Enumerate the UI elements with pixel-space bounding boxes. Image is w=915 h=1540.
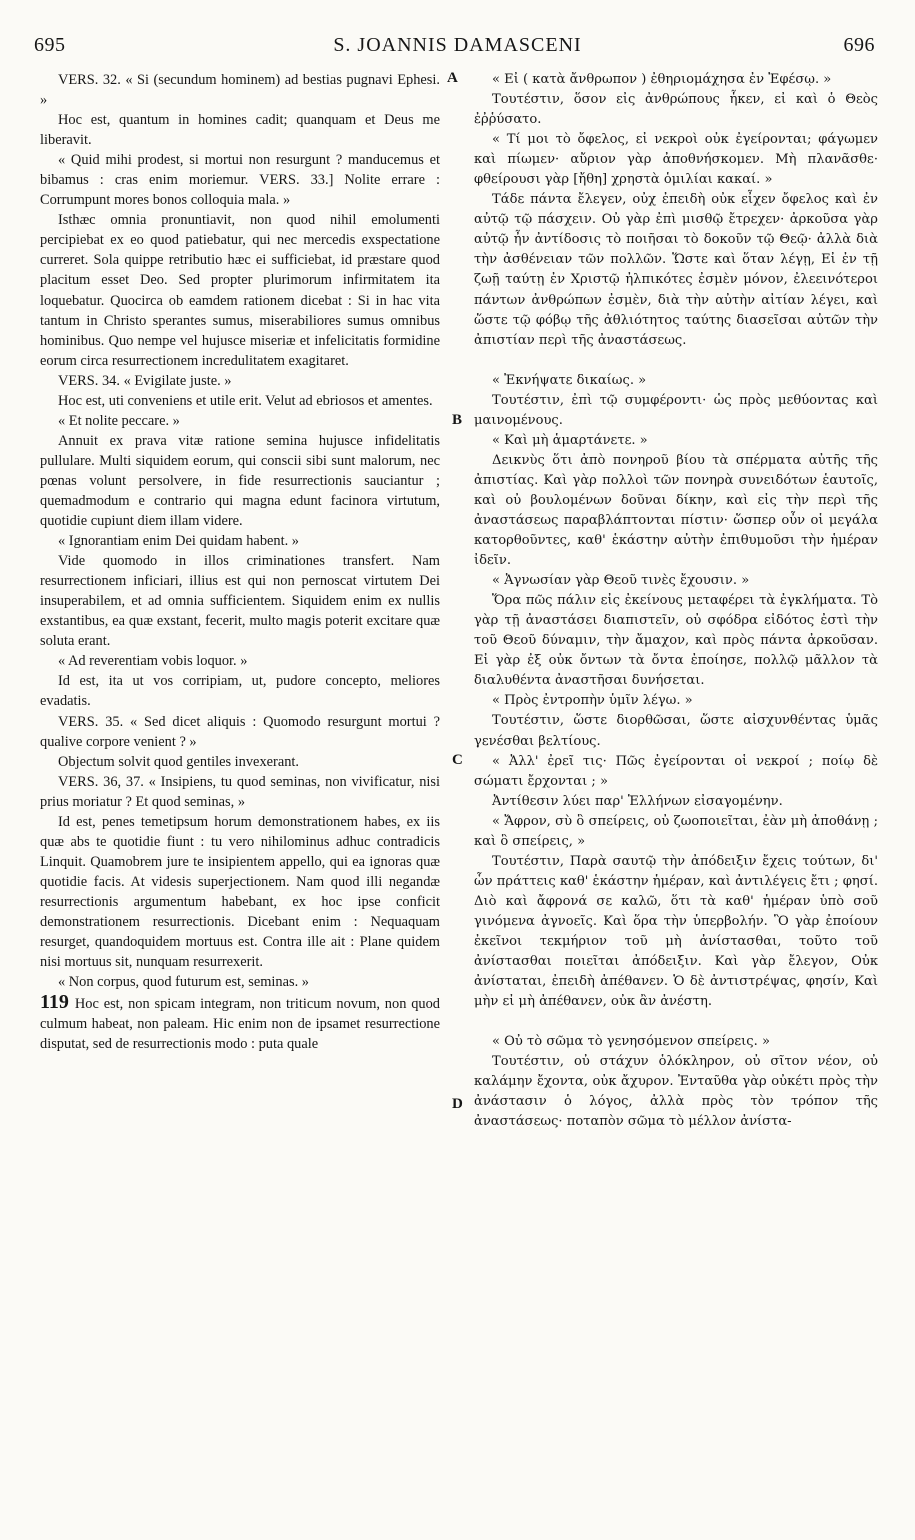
- latin-paragraph-with-marker: [40, 992, 440, 1054]
- greek-paragraph: « Εἰ ( κατὰ ἄνθρωπον ) ἐθηριομάχησα ἐν Ἐφέσῳ. »: [492, 72, 832, 87]
- margin-letter-d: D: [452, 1096, 463, 1112]
- latin-paragraph: Hoc est, non spicam integram, non triticum novum, non quod culmum habeat, non paleam. Hic enim non de ipsamet resurrectione disputat, sed de resurrectionis modo : puta quale: [40, 996, 440, 1053]
- greek-paragraph: Τάδε πάντα ἔλεγεν, οὐχ ἐπειδὴ οὐκ εἶχεν ὄφελος καὶ ἐν αὐτῷ τῷ πάσχειν. Οὐ γὰρ ἐπὶ μισθῷ ἔτρεχεν· ἀρκοῦσα γὰρ αὐτῷ ἦν ἀντίδοσις τὸ ποιῆσαι τὸ δοκοῦν τῷ Θεῷ· ἀλλὰ διὰ τὴν ἀσθένειαν τῶν πολλῶν. Ὥστε καὶ ὅταν λέγῃ, Εἰ ἐν τῇ ζωῇ ταύτῃ ἐν Χριστῷ ἠλπικότες ἐσμὲν μόνον, ἐλεεινότεροι πάντων ἀνθρώπων ἐσμὲν, διὰ τὴν αὐτὴν αἰτίαν λέγει, καὶ ὥστε τῷ φόβῳ τῆς ἀθλιότητος ταύτης διασεῖσαι αὐτῶν τὴν ἀπιστίαν περὶ τῆς ἀναστάσεως.: [474, 192, 878, 348]
- greek-paragraph: Τουτέστιν, ὥστε διορθῶσαι, ὥστε αἰσχυνθέντας ὑμᾶς γενέσθαι βελτίους.: [474, 713, 878, 749]
- latin-paragraph: VERS. 36, 37. « Insipiens, tu quod seminas, non vivificatur, nisi prius moriatur ? Et quod seminas, »: [40, 773, 440, 810]
- greek-paragraph: « Πρὸς ἐντροπὴν ὑμῖν λέγω. »: [492, 693, 693, 709]
- latin-paragraph: « Quid mihi prodest, si mortui non resurgunt ? manducemus et bibamus : cras enim moriemur. VERS. 33.] Nolite errare : Corrumpunt mores bonos colloquia mala. »: [40, 152, 440, 209]
- latin-paragraph: Hoc est, uti conveniens et utile erit. Velut ad ebriosos et amentes.: [58, 392, 433, 409]
- greek-paragraph: Ἀντίθεσιν λύει παρ' Ἑλλήνων εἰσαγομένην.: [492, 793, 783, 809]
- margin-letter-c: C: [452, 752, 463, 768]
- greek-paragraph: « Ἐκνήψατε δικαίως. »: [492, 372, 647, 388]
- greek-paragraph: Δεικνὺς ὅτι ἀπὸ πονηροῦ βίου τὰ σπέρματα αὐτῆς τῆς ἀπιστίας. Καὶ γὰρ πολλοὶ τῶν πονηρὰ συνειδότων ἑαυτοῖς, καὶ οὐ βουλομένων δοῦναι δίκην, καὶ εἰς τὴν περὶ τῆς ἀναστάσεως παραβλάπτονται πίστιν· ὥσπερ οὖν οἱ μεγάλα κατορθοῦντες, καθ' ἑκάστην αὐτὴν ἐπιθυμοῦσι τὴν ἡμέραν ἰδεῖν.: [474, 452, 878, 569]
- page-marker: 119: [40, 991, 69, 1014]
- page-number-left: 695: [34, 34, 66, 56]
- margin-letter-a: A: [447, 70, 458, 86]
- greek-paragraph: « Ἄφρον, σὺ ὃ σπείρεις, οὐ ζωοποιεῖται, ἐὰν μὴ ἀποθάνῃ ; καὶ ὃ σπείρεις, »: [474, 813, 878, 849]
- latin-paragraph: Isthæc omnia pronuntiavit, non quod nihil emolumenti percipiebat ex eo quod patiebatur, qui nec mercedis exspectatione curreret. Sola quippe retributio hæc ei sufficiebat, id præstare quod placitum esset Deo. Sed propter plurimorum infirmitatem ita loquebatur. Quocirca ob eamdem rationem dicebat : Si in hac vita tantum in Christo sperantes sumus, miserabiliores sumus omnibus hominibus. Quo nempe vel hujusce miseriæ et infelicitatis formidine eorum circa resurrectionem incredulitatem exagitaret.: [40, 212, 440, 369]
- greek-paragraph: « Οὐ τὸ σῶμα τὸ γενησόμενον σπείρεις. »: [492, 1034, 770, 1050]
- latin-paragraph: « Ad reverentiam vobis loquor. »: [58, 653, 248, 670]
- greek-paragraph: « Ἀλλ' ἐρεῖ τις· Πῶς ἐγείρονται οἱ νεκροί ; ποίῳ δὲ σώματι ἔρχονται ; »: [474, 753, 878, 789]
- latin-paragraph: Id est, penes temetipsum horum demonstrationem habes, ex iis quæ abs te quotidie fiunt : tu vero nihilominus adhuc contradicis Linquit. Quamobrem jure te insipientem appello, qui ea ignoras quæ quotidie facis. At videsis superjectionem. Nam quod illi negandæ resurrectionis argumentum habebant, ex hoc ipse conficit demonstrationem resurrectionis. Dicebant enim : Nequaquam resurget, quandoquidem mortuus est. Contra ille ait : Plane quidem nisi mortuus sit, nunquam resurrexerit.: [40, 813, 440, 971]
- greek-paragraph: « Τί μοι τὸ ὄφελος, εἰ νεκροὶ οὐκ ἐγείρονται; φάγωμεν καὶ πίωμεν· αὔριον γὰρ ἀποθνήσκομεν. Μὴ πλανᾶσθε· φθείρουσι γὰρ [ἤθη] χρηστὰ ὁμιλίαι κακαί. »: [474, 132, 878, 188]
- margin-letter-b: B: [452, 412, 463, 428]
- latin-column: [40, 70, 440, 1054]
- latin-paragraph: VERS. 34. « Evigilate juste. »: [58, 372, 232, 389]
- latin-paragraph: « Ignorantiam enim Dei quidam habent. »: [58, 533, 299, 550]
- latin-paragraph: Hoc est, quantum in homines cadit; quanquam et Deus me liberavit.: [40, 112, 440, 149]
- greek-paragraph: Ὅρα πῶς πάλιν εἰς ἐκείνους μεταφέρει τὰ ἐγκλήματα. Τὸ γὰρ τῇ ἀναστάσει διαπιστεῖν, οὐ σφόδρα εἰδότος ἐστὶ τὴν τοῦ Θεοῦ δύναμιν, τὴν ἄμαχον, καὶ πρὸς πάντα ἀρκοῦσαν. Εἰ γὰρ ἐξ οὐκ ὄντων τὰ ὄντα ἐποίησε, πολλῷ μᾶλλον τὰ διαλυθέντα ἀναστῆσαι δυνήσεται.: [474, 593, 878, 689]
- running-title: S. JOANNIS DAMASCENI: [333, 34, 582, 56]
- latin-paragraph: VERS. 35. « Sed dicet aliquis : Quomodo resurgunt mortui ? qualive corpore venient ? »: [40, 713, 440, 750]
- latin-paragraph: VERS. 32. « Si (secundum hominem) ad bestias pugnavi Ephesi. »: [40, 72, 440, 109]
- latin-paragraph: « Non corpus, quod futurum est, seminas. »: [58, 974, 310, 991]
- spacer: [474, 1012, 878, 1032]
- latin-paragraph: Vide quomodo in illos criminationes transfert. Nam resurrectionem inficiari, illius est qui non pernoscat virtutem Dei insuperabilem, et ad omnia sufficientem. Siquidem enim ex nullis exstantibus, ea quæ exstant, fecerit, multo magis poterit excitare quæ soluta erant.: [40, 553, 440, 650]
- running-header: [0, 32, 915, 62]
- latin-paragraph: « Et nolite peccare. »: [58, 412, 180, 429]
- greek-paragraph: Τουτέστιν, ἐπὶ τῷ συμφέροντι· ὡς πρὸς μεθύοντας καὶ μαινομένους.: [474, 392, 878, 428]
- latin-paragraph: Objectum solvit quod gentiles invexerant.: [58, 753, 299, 770]
- greek-paragraph: « Καὶ μὴ ἁμαρτάνετε. »: [492, 432, 648, 448]
- greek-column: [474, 70, 878, 1132]
- greek-paragraph: Τουτέστιν, οὐ στάχυν ὁλόκληρον, οὐ σῖτον νέον, οὐ καλάμην ἔχοντα, οὐκ ἄχυρον. Ἐνταῦθα γὰρ οὐκέτι πρὸς τὴν ἀνάστασιν ὁ λόγος, ἀλλὰ πρὸς τὸν τρόπον τῆς ἀναστάσεως· ποταπὸν σῶμα τὸ μέλλον ἀνίστα-: [474, 1054, 878, 1130]
- greek-paragraph: « Ἀγνωσίαν γὰρ Θεοῦ τινὲς ἔχουσιν. »: [492, 573, 750, 589]
- greek-paragraph: Τουτέστιν, Παρὰ σαυτῷ τὴν ἀπόδειξιν ἔχεις τούτων, δι' ὧν πράττεις καθ' ἑκάστην ἡμέραν, καὶ ἀντιλέγεις ἔτι ; φησί. Διὸ καὶ ἄφρονά σε καλῶ, ὅτι τὰ καθ' ἡμέραν ὑπὸ σοῦ γινόμενα ἀγνοεῖς. Καὶ ὅρα τὴν ὑπερβολήν. Ὃ γὰρ ἐποίουν ἐκεῖνοι τεκμήριον τοῦ μὴ ἀνίστασθαι, τοῦτο τοῦ ἀνίστασθαι ποιεῖται ἀπόδειξιν. Καὶ γὰρ ἔλεγον, Οὐκ ἀνίσταται, ἐπειδὴ ἀπέθανεν. Ὁ δὲ ἀντιστρέψας, φησίν, Καὶ μὴν εἰ μὴ ἀπέθανεν, οὐκ ἂν ἀνέστη.: [474, 853, 878, 1010]
- greek-paragraph: Τουτέστιν, ὅσον εἰς ἀνθρώπους ἧκεν, εἰ καὶ ὁ Θεὸς ἐῤῥύσατο.: [474, 92, 878, 128]
- latin-paragraph: Id est, ita ut vos corripiam, ut, pudore concepto, meliores evadatis.: [40, 673, 440, 710]
- spacer: [474, 351, 878, 371]
- page-number-right: 696: [843, 34, 875, 56]
- latin-paragraph: Annuit ex prava vitæ ratione semina hujusce infidelitatis pullulare. Multi siquidem eorum, qui conscii sibi sunt malorum, nec pœnas volunt persolvere, in fide resurrectionis sauciantur ; quemadmodum e contrario qui magna edunt facinora virtutum, quotidie cupiunt diem illam videre.: [40, 432, 440, 530]
